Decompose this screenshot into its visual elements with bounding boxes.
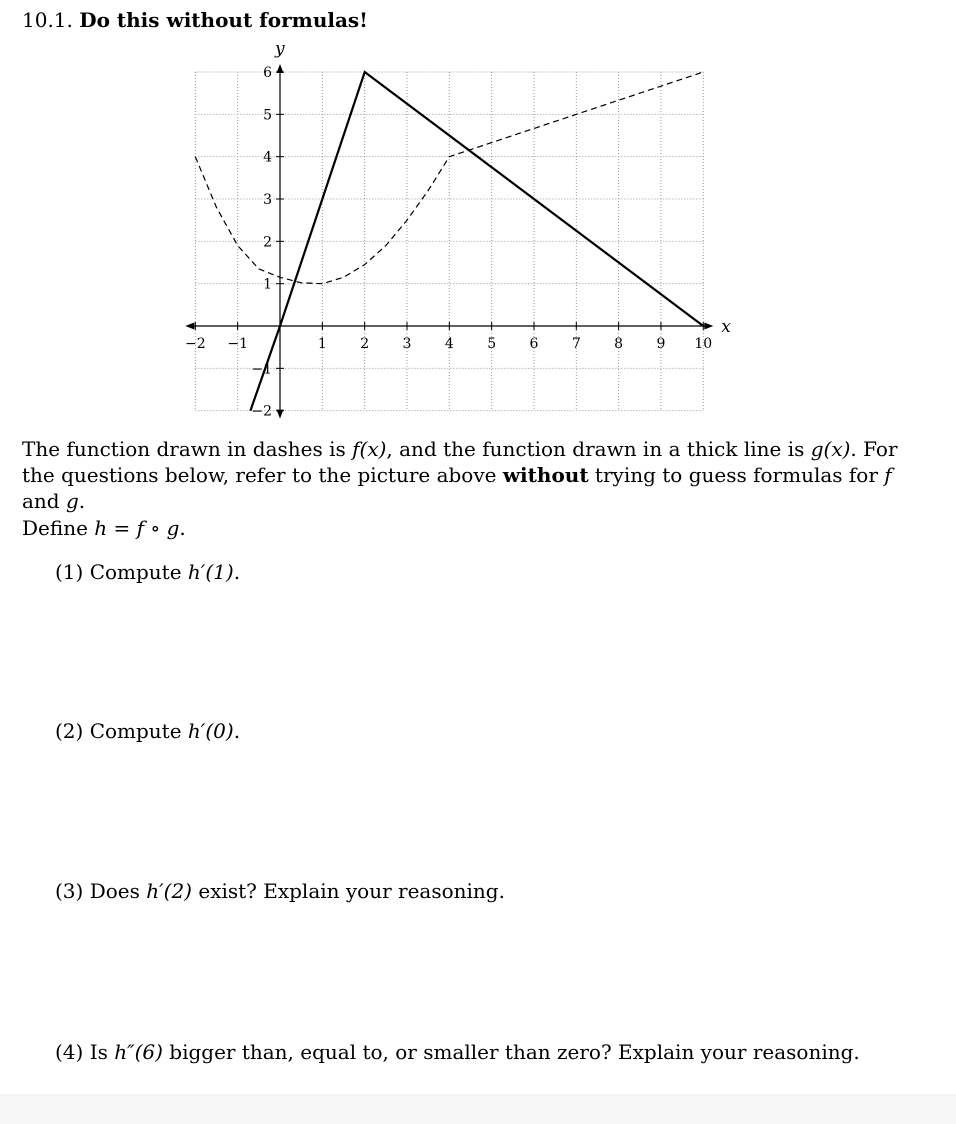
y-tick-label: 3	[263, 192, 272, 209]
question-text: exist? Explain your reasoning.	[192, 879, 505, 903]
x-tick-label: 1	[317, 336, 327, 352]
page-bottom-band	[0, 1094, 956, 1124]
function-graph	[0, 0, 956, 430]
problem-number: 10.1.	[22, 8, 73, 32]
g-symbol: g	[65, 489, 79, 513]
x-tick-label: −1	[227, 336, 248, 352]
x-tick-label: 7	[571, 336, 581, 352]
g-thick-line	[250, 72, 703, 411]
definition-text: .	[179, 516, 186, 540]
question-math: h″(6)	[114, 1040, 163, 1064]
question-text: .	[233, 560, 241, 584]
intro-text: The function drawn in dashes is	[22, 437, 353, 461]
y-axis-label: y	[275, 39, 285, 60]
x-axis-label: x	[721, 317, 731, 337]
problem-title: Do this without formulas!	[79, 8, 368, 32]
x-tick-label: 9	[656, 336, 666, 352]
question-text: (2) Compute	[55, 719, 188, 743]
question-text: (1) Compute	[55, 560, 188, 584]
x-tick-label: 3	[402, 336, 412, 352]
x-tick-label: 5	[487, 336, 497, 352]
y-tick-label: 2	[263, 234, 272, 251]
intro-text: trying to guess formulas for	[588, 463, 885, 487]
emphasis-without: without	[502, 463, 589, 487]
intro-text: . For the questions below, refer to the picture above	[22, 437, 898, 487]
f-of-x: f(x)	[352, 437, 387, 461]
x-tick-label: −2	[185, 336, 206, 352]
y-tick-label: −1	[251, 361, 272, 378]
question-text: (3) Does	[55, 879, 147, 903]
intro-text: , and the function drawn in a thick line is	[386, 437, 811, 461]
g-of-x: g(x)	[810, 437, 851, 461]
ticks	[185, 65, 712, 420]
question-3	[55, 879, 505, 903]
definition-text: Define	[22, 516, 95, 540]
x-axis-arrow-left	[185, 323, 194, 330]
y-tick-label: −2	[251, 403, 272, 420]
question-math: h′(1)	[187, 560, 234, 584]
question-2	[55, 719, 240, 743]
x-axis-arrow-right	[704, 323, 713, 330]
y-tick-label: 6	[263, 65, 272, 82]
x-tick-label: 2	[360, 336, 370, 352]
intro-text: and	[22, 489, 66, 513]
question-text: bigger than, equal to, or smaller than zero? Explain your reasoning.	[162, 1040, 860, 1064]
question-text: .	[233, 719, 241, 743]
question-math: h′(0)	[187, 719, 234, 743]
question-math: h′(2)	[146, 879, 192, 903]
x-tick-label: 6	[529, 336, 539, 352]
question-1	[55, 560, 240, 584]
definition-math: h = f ∘ g	[94, 516, 180, 540]
x-tick-label: 4	[444, 336, 454, 352]
intro-paragraph	[22, 436, 922, 514]
y-tick-label: 5	[263, 107, 272, 124]
intro-text: .	[78, 489, 86, 513]
y-tick-label: 1	[263, 276, 272, 293]
definition-line	[22, 515, 922, 541]
question-4	[55, 1040, 860, 1064]
question-text: (4) Is	[55, 1040, 115, 1064]
y-tick-label: 4	[263, 149, 272, 166]
x-tick-label: 10	[694, 336, 713, 352]
x-tick-label: 8	[614, 336, 624, 352]
f-symbol: f	[884, 463, 892, 487]
